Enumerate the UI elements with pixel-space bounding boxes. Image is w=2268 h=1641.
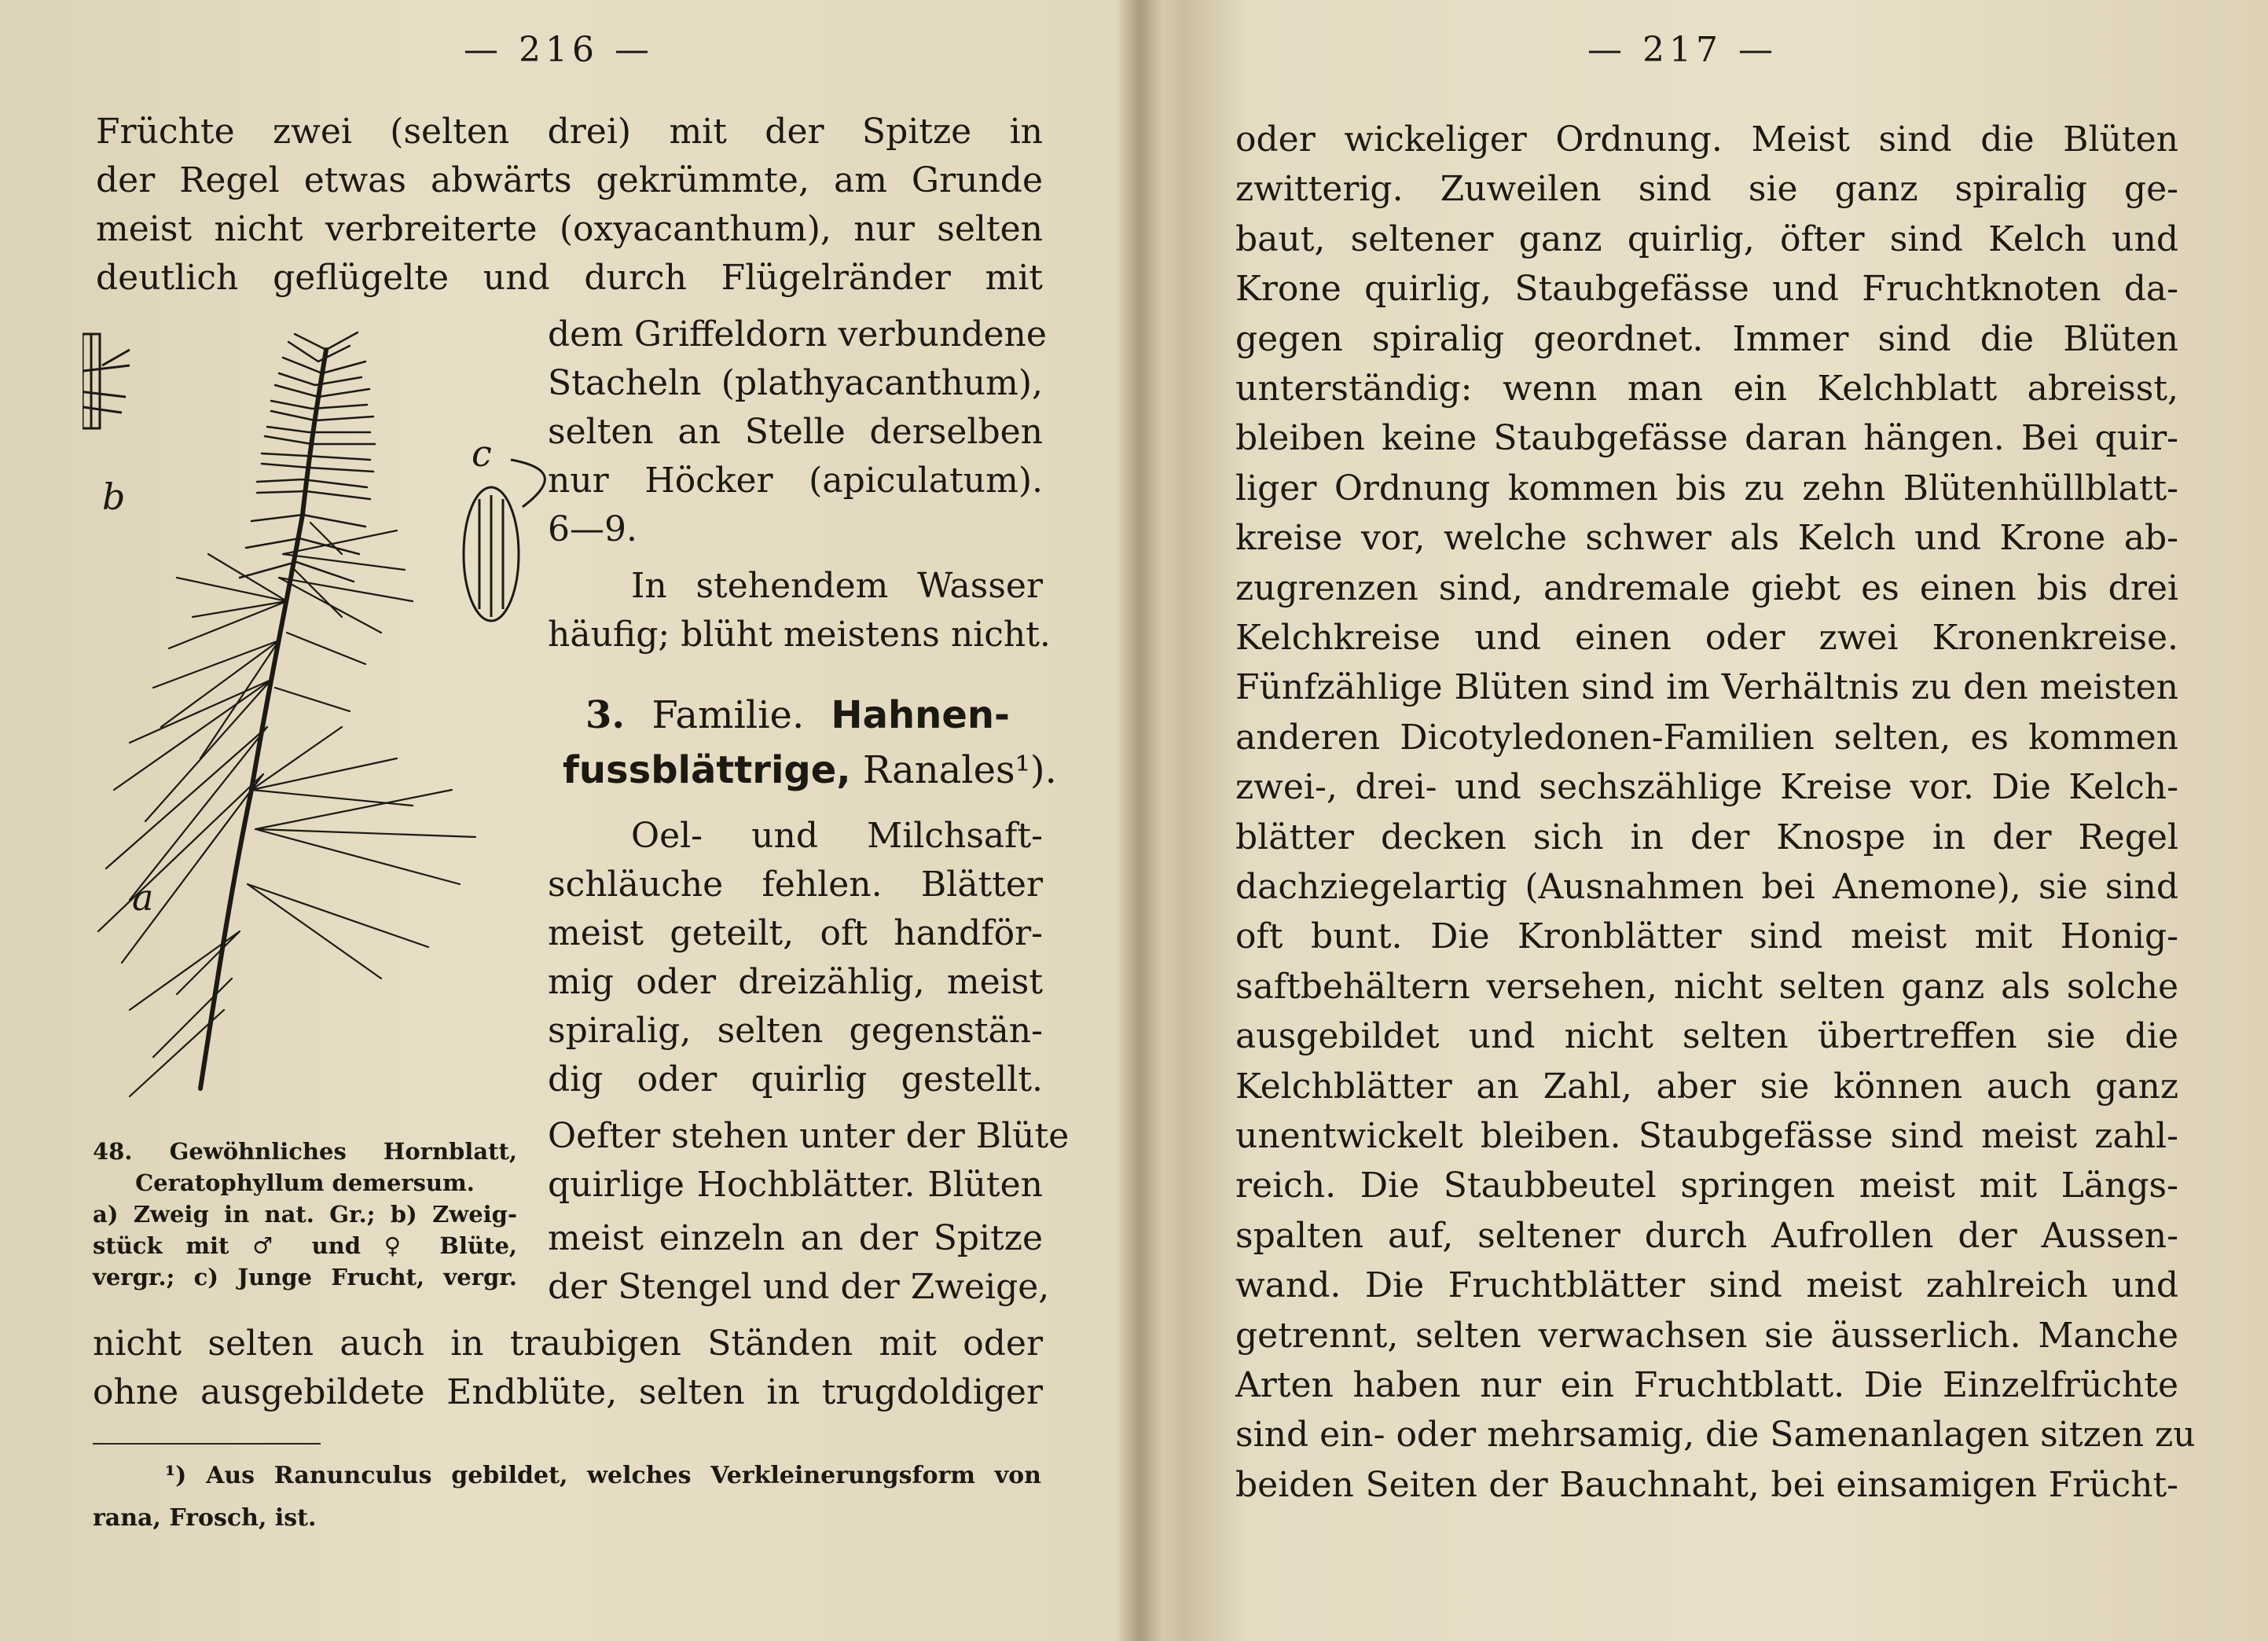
text-line: wand. Die Fruchtblätter sind meist zahlreich und xyxy=(1235,1265,2178,1306)
footnote-rule xyxy=(93,1443,321,1445)
caption-line: stück mit ♂ und ♀ Blüte, xyxy=(93,1232,517,1259)
family-name-part2: fussblättrige, xyxy=(563,748,851,792)
text-line: oder wickeliger Ordnung. Meist sind die Blüten xyxy=(1235,119,2178,160)
text-line: unentwickelt bleiben. Staubgefässe sind meist zahl- xyxy=(1235,1116,2178,1156)
text-line: Kelchblätter an Zahl, aber sie können auch ganz xyxy=(1235,1066,2178,1107)
family-number: 3. xyxy=(585,693,626,737)
text-line: ohne ausgebildete Endblüte, selten in trugdoldiger xyxy=(93,1372,1043,1412)
page-number-right: — 217 — xyxy=(1587,30,1778,70)
text-line: bleiben keine Staubgefässe daran hängen. Bei quir- xyxy=(1235,418,2178,459)
left-page xyxy=(0,0,1124,1641)
text-line: unterständig: wenn man ein Kelchblatt abreisst, xyxy=(1235,369,2178,409)
family-latin: Ranales¹). xyxy=(862,748,1057,792)
figure-label-a: a xyxy=(132,876,154,919)
text-line: nicht selten auch in traubigen Ständen mit oder xyxy=(93,1323,1043,1364)
text-line: saftbehältern versehen, nicht selten ganz als solche xyxy=(1235,966,2178,1007)
text-line: spiralig, selten gegenstän- xyxy=(548,1011,1043,1051)
text-line: nur Höcker (apiculatum). xyxy=(548,461,1043,501)
text-line: Kelchkreise und einen oder zwei Kronenkreise. xyxy=(1235,618,2178,658)
text-line: der Regel etwas abwärts gekrümmte, am Grunde xyxy=(96,160,1043,200)
caption-line: 48. Gewöhnliches Hornblatt, xyxy=(93,1138,517,1165)
figure-label-c: c xyxy=(472,432,492,475)
text-line: liger Ordnung kommen bis zu zehn Blütenhüllblatt- xyxy=(1235,468,2178,508)
family-word: Familie. xyxy=(651,693,805,737)
text-line: zwitterig. Zuweilen sind sie ganz spiralig ge- xyxy=(1235,169,2178,210)
footnote-line: rana, Frosch, ist. xyxy=(93,1504,317,1532)
text-line: Fünfzählige Blüten sind im Verhältnis zu den meisten xyxy=(1235,667,2178,708)
text-line: Arten haben nur ein Fruchtblatt. Die Einzelfrüchte xyxy=(1235,1365,2178,1405)
text-line: Stacheln (plathyacanthum), xyxy=(548,363,1043,403)
text-line: reich. Die Staubbeutel springen meist mit Längs- xyxy=(1235,1166,2178,1206)
caption-line: a) Zweig in nat. Gr.; b) Zweig- xyxy=(93,1201,517,1228)
text-line: quirlige Hochblätter. Blüten xyxy=(548,1165,1043,1205)
text-line: baut, seltener ganz quirlig, öfter sind Kelch und xyxy=(1235,218,2178,259)
text-line: selten an Stelle derselben xyxy=(548,412,1043,452)
text-line: Oel- und Milchsaft- xyxy=(631,816,1043,856)
text-line: meist geteilt, oft handför- xyxy=(548,913,1043,953)
footnote-line: ¹) Aus Ranunculus gebildet, welches Verkleinerungsform von xyxy=(165,1462,1041,1489)
figure-caption xyxy=(93,1136,517,1293)
text-line: der Stengel und der Zweige, xyxy=(548,1267,1050,1307)
text-line: meist nicht verbreiterte (oxyacanthum), nur selten xyxy=(96,209,1043,249)
text-line: blätter decken sich in der Knospe in der Regel xyxy=(1235,817,2178,857)
text-line: zugrenzen sind, andremale giebt es einen bis drei xyxy=(1235,567,2178,608)
family-name-part1: Hahnen- xyxy=(831,693,1010,737)
text-line: meist einzeln an der Spitze xyxy=(548,1218,1043,1258)
text-line: beiden Seiten der Bauchnaht, bei einsamigen Frücht- xyxy=(1235,1464,2178,1505)
family-heading-line1 xyxy=(585,692,1010,740)
text-line: spalten auf, seltener durch Aufrollen der Aussen- xyxy=(1235,1215,2178,1256)
text-line: dig oder quirlig gestellt. xyxy=(548,1059,1043,1100)
text-line: ausgebildet und nicht selten übertreffen sie die xyxy=(1235,1016,2178,1057)
text-line: Oefter stehen unter der Blüte xyxy=(548,1116,1070,1156)
caption-line: Ceratophyllum demersum. xyxy=(135,1169,475,1196)
page-number-left: — 216 — xyxy=(464,30,654,70)
text-line: getrennt, selten verwachsen sie äusserlich. Manche xyxy=(1235,1315,2178,1356)
text-line: deutlich geflügelte und durch Flügelränder mit xyxy=(96,258,1043,298)
text-line: dem Griffeldorn verbundene xyxy=(548,314,1047,354)
text-line: In stehendem Wasser xyxy=(631,566,1043,606)
text-line: Früchte zwei (selten drei) mit der Spitze in xyxy=(96,112,1043,152)
text-line: anderen Dicotyledonen-Familien selten, es kommen xyxy=(1235,717,2178,758)
text-line: Krone quirlig, Staubgefässe und Fruchtknoten da- xyxy=(1235,269,2178,310)
text-line: oft bunt. Die Kronblätter sind meist mit Honig- xyxy=(1235,916,2178,957)
text-line: häufig; blüht meistens nicht. xyxy=(548,615,1051,655)
text-line: sind ein- oder mehrsamig, die Samenanlagen sitzen zu xyxy=(1235,1415,2196,1456)
text-line: schläuche fehlen. Blätter xyxy=(548,865,1043,905)
text-line: 6—9. xyxy=(548,509,637,549)
caption-line: vergr.; c) Junge Frucht, vergr. xyxy=(93,1264,517,1290)
text-line: zwei-, drei- und sechszählige Kreise vor. Die Kelch- xyxy=(1235,767,2178,808)
figure-label-b: b xyxy=(102,475,126,518)
text-line: kreise vor, welche schwer als Kelch und Krone ab- xyxy=(1235,518,2178,559)
right-page xyxy=(1163,0,2268,1641)
text-line: mig oder dreizählig, meist xyxy=(548,962,1043,1002)
family-heading-line2 xyxy=(563,747,1057,795)
text-line: dachziegelartig (Ausnahmen bei Anemone), sie sind xyxy=(1235,867,2178,907)
text-line: gegen spiralig geordnet. Immer sind die Blüten xyxy=(1235,318,2178,359)
